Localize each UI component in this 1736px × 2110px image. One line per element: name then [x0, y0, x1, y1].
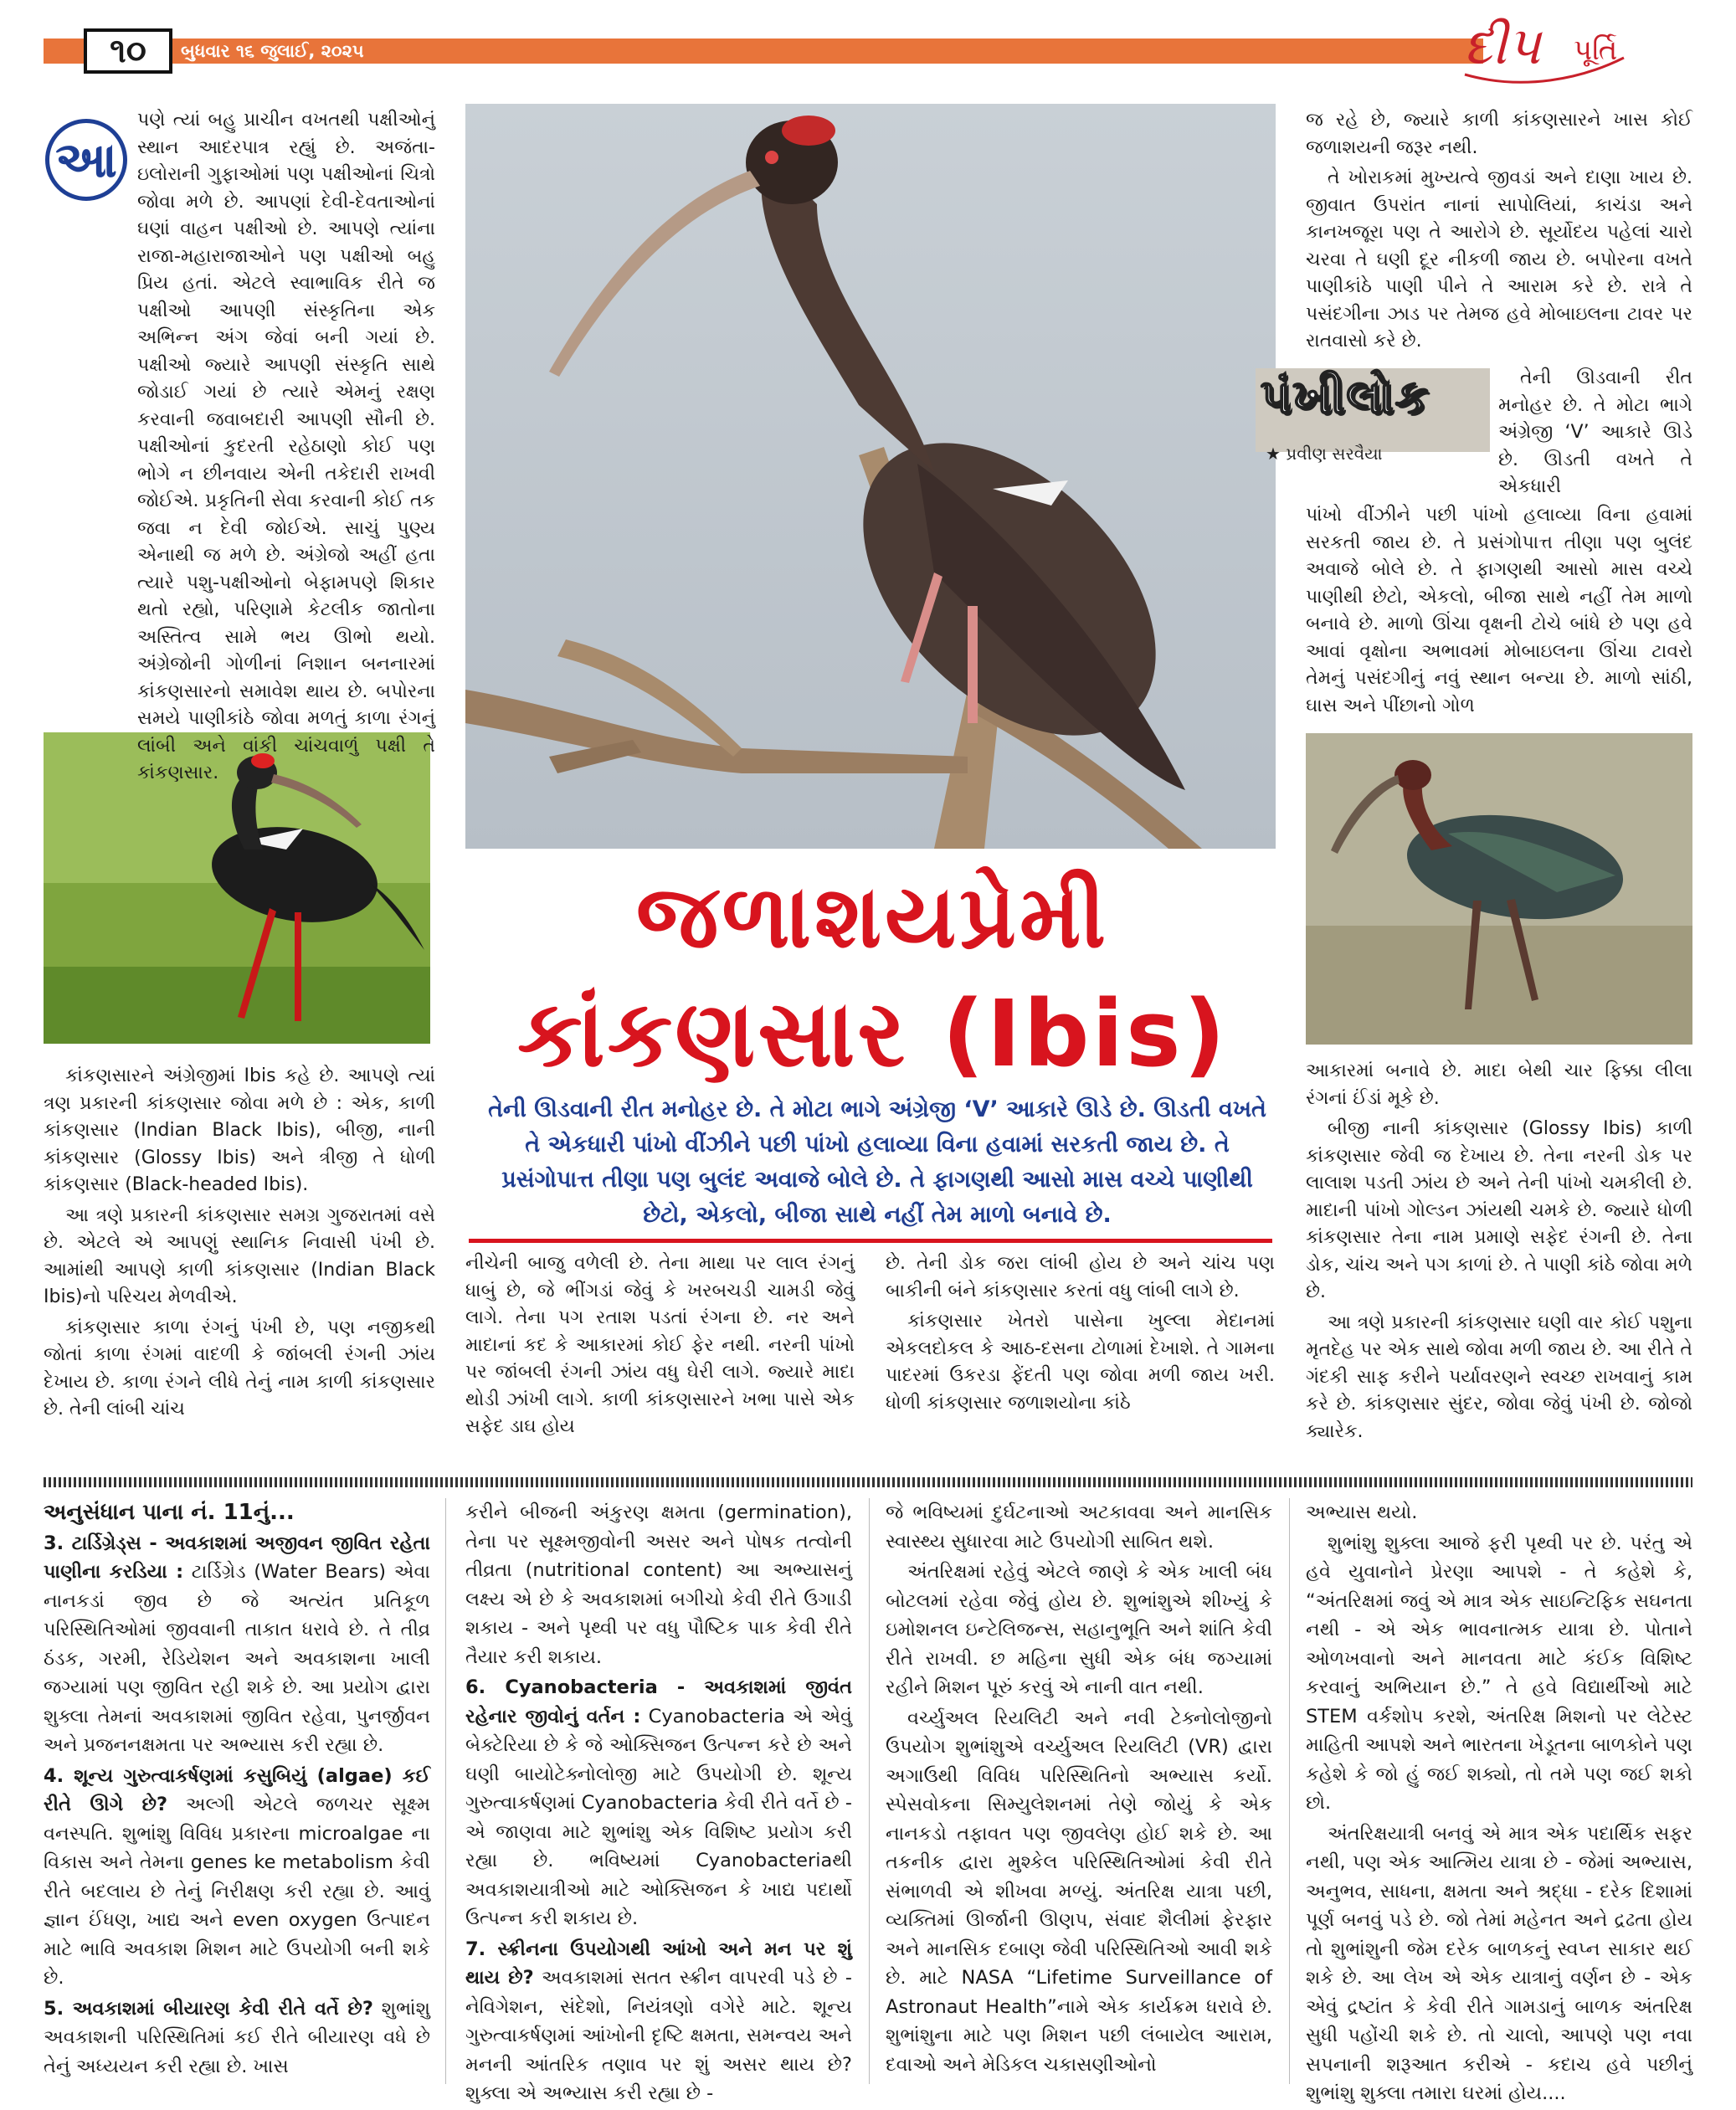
article-col1-lower — [44, 1063, 435, 1427]
article-paragraph: આ ત્રણે પ્રકારની કાંકણસાર સમગ્ર ગુજરાતમાં વસે છે. એટલે એ આપણું સ્થાનિક નિવાસી પંખી છે. આમાંથી આપણે કાળી કાંકણસાર (Indian Black Ibis)નો પરિચય મેળવીએ. — [44, 1204, 435, 1307]
article-intro-paragraph: પણે ત્યાં બહુ પ્રાચીન વખતથી પક્ષીઓનું સ્થાન આદરપાત્ર રહ્યું છે. અજંતા-ઇલોરાની ગુફાઓમાં પણ પક્ષીઓનાં ચિત્રો જોવા મળે છે. આપણાં દેવી-દેવતાઓનાં ઘણાં વાહન પક્ષીઓ છે. આપણે ત્યાંના રાજા-મહારાજાઓને પણ પક્ષીઓ બહુ પ્રિય હતાં. એટલે સ્વાભાવિક રીતે જ પક્ષીઓ આપણી સંસ્કૃતિના એક અભિન્ન અંગ જેવાં બની ગયાં છે. પક્ષીઓ જ્યારે આપણી સંસ્કૃતિ સાથે જોડાઈ ગયાં છે ત્યારે એમનું રક્ષણ કરવાની જવાબદારી આપણી સૌની છે. પક્ષીઓનાં કુદરતી રહેઠાણો કોઈ પણ ભોગે ન છીનવાય એની તકેદારી રાખવી જોઈએ. પ્રકૃતિની સેવા કરવાની કોઈ તક જવા ન દેવી જોઈએ. સાચું પુણ્ય એનાથી જ મળે છે. અંગ્રેજો અહીં હતા ત્યારે પશુ-પક્ષીઓનો બેફામપણે શિકાર થતો રહ્યો, પરિણામે કેટલીક જાતોના અસ્તિત્વ સામે ભય ઊભો થયો. અંગ્રેજોની ગોળીનાં નિશાન બનનારમાં કાંકણસારનો સમાવેશ થાય છે. બપોરના સમયે પાણીકાંઠે જોવા મળતું કાળા રંગનું લાંબી અને વાંકી ચાંચવાળું પક્ષી તે કાંકણસાર. — [137, 110, 435, 783]
article-paragraph: પાંખો વીંઝીને પછી પાંખો હલાવ્યા વિના હવામાં સરકતી જાય છે. તે પ્રસંગોપાત્ત તીણા પણ બુલંદ અવાજે બોલે છે. તે ફાગણથી આસો માસ વચ્ચે પાણીથી છેટો, એકલો, બીજા સાથે નહીં તેમ માળો બનાવે છે. માળો ઊંચા વૃક્ષની ટોચે બાંધે છે પણ હવે આવાં વૃક્ષોના અભાવમાં મોબાઇલના ઊંચા ટાવરો તેમનું પસંદગીનું નવું સ્થાન બન્યા છે. માળો સાંઠી, ઘાસ અને પીંછાનો ગોળ — [1306, 505, 1692, 716]
article-paragraph: કાંકણસાર કાળા રંગનું પંખી છે, પણ નજીકથી જોતાં કાળા રંગમાં વાદળી કે જાંબલી રંગની ઝાંય દેખાય છે. કાળા રંગને લીધે તેનું નામ કાળી કાંકણસાર છે. તેની લાંબી ચાંચ — [44, 1317, 435, 1420]
continuation-col2 — [465, 1498, 852, 2110]
drop-cap: આ — [45, 119, 127, 201]
article-col3 — [886, 1250, 1275, 1420]
page-number: ૧૦ — [84, 28, 172, 74]
subhead: 5. અવકાશમાં બીયારણ કેવી રીતે વર્તે છે? — [44, 1997, 373, 2020]
article-paragraph: નીચેની બાજુ વળેલી છે. તેના માથા પર લાલ રંગનું ધાબું છે, જે ભીંગડાં જેવું કે ખરબચડી ચામડી જેવું લાગે. તેના પગ રતાશ પડતાં રંગના છે. નર અને માદાનાં કદ કે આકારમાં કોઈ ફેર નથી. નરની પાંખો પર જાંબલી રંગની ઝાંય વધુ ઘેરી લાગે. જ્યારે માદા થોડી ઝાંખી લાગે. કાળી કાંકણસારને ખભા પાસે એક સફેદ ડાઘ હોય — [465, 1253, 855, 1437]
paragraph-text: અલ્ગી એટલે જળચર સૂક્ષ્મ વનસ્પતિ. શુભાંશુ વિવિધ પ્રકારના microalgae ના વિકાસ અને તેમના genes ke metabolism કેવી રીતે બદલાય છે તેનું નિરીક્ષણ કરી રહ્યા છે. આવું જ્ઞાન ઈંધણ, ખાદ્ય અને even oxygen ઉત્પાદન માટે ભાવિ અવકાશ મિશન માટે ઉપયોગી બની શકે છે. — [44, 1794, 430, 1989]
paragraph-text: કરીને બીજની અંકુરણ ક્ષમતા (germination), તેના પર સૂક્ષ્મજીવોની અસર અને પોષક તત્વોની તીવ્રતા (nutritional content) આ અભ્યાસનું લક્ષ્ય એ છે કે અવકાશમાં બગીચો કેવી રીતે ઉગાડી શકાય - અને પૃથ્વી પર વધુ પૌષ્ટિક પાક કેવી રીતે તૈયાર કરી શકાય. — [465, 1502, 852, 1668]
right-ibis-photo — [1306, 733, 1692, 1045]
paragraph-text: વર્ચ્યુઅલ રિયલિટી અને નવી ટેક્નોલોજીનો ઉપયોગ શુભાંશુએ વર્ચ્યુઅલ રિયલિટી (VR) દ્વારા અગાઉથી વિવિધ પરિસ્થિતિનો અભ્યાસ કર્યો. સ્પેસવોકના સિમ્યુલેશનમાં તેણે જોયું કે એક નાનકડો તફાવત પણ જીવલેણ હોઈ શકે છે. આ તકનીક દ્વારા મુશ્કેલ પરિસ્થિતિઓમાં કેવી રીતે સંભાળવી એ શીખવા મળ્યું. અંતરિક્ષ યાત્રા પછી, વ્યક્તિમાં ઊર્જાની ઊણપ, સંવાદ શૈલીમાં ફેરફાર અને માનસિક દબાણ જેવી પરિસ્થિતિઓ આવી શકે છે. માટે NASA “Lifetime Surveillance of Astronaut Health”નામે એક કાર્યક્રમ ધરાવે છે. શુભાંશુના માટે પણ મિશન પછી લંબાયેલ આરામ, દવાઓ અને મેડિકલ ચકાસણીઓનો — [886, 1707, 1272, 2076]
article-paragraph: આકારમાં બનાવે છે. માદા બેથી ચાર ફિક્કા લીલા રંગનાં ઈંડાં મૂકે છે. — [1306, 1060, 1692, 1109]
article-col4-top — [1306, 107, 1692, 359]
article-col2 — [465, 1250, 855, 1445]
article-deck: તેની ઊડવાની રીત મનોહર છે. તે મોટા ભાગે અંગ્રેજી ‘V’ આકારે ઊડે છે. ઊડતી વખતે તે એકધારી પાંખો વીંઝીને પછી પાંખો હલાવ્યા વિના હવામાં સરકતી જાય છે. તે પ્રસંગોપાત્ત તીણા પણ બુલંદ અવાજે બોલે છે. તે ફાગણથી આસો માસ વચ્ચે પાણીથી છેટો, એકલો, બીજા સાથે નહીં તેમ માળો બનાવે છે. — [488, 1096, 1266, 1228]
section-divider — [44, 1477, 1692, 1487]
article-col4-middle — [1498, 365, 1692, 505]
article-paragraph: કાંકણસારને અંગ્રેજીમાં Ibis કહે છે. આપણે ત્યાં ત્રણ પ્રકારની કાંકણસાર જોવા મળે છે : એક, કાળી કાંકણસાર (Indian Black Ibis), બીજી, નાની કાંકણસાર (Glossy Ibis) અને ત્રીજી તે ધોળી કાંકણસાર (Black-headed Ibis). — [44, 1065, 435, 1195]
paragraph-text: અંતરિક્ષમાં રહેવું એટલે જાણે કે એક ખાલી બંધ બોટલમાં રહેવા જેવું હોય છે. શુભાંશુએ શીખ્યું કે ઇમોશનલ ઇન્ટેલિજન્સ, સહાનુભૂતિ અને શાંતિ કેવી રીતે રાખવી. છ મહિના સુધી એક બંધ જગ્યામાં રહીને મિશન પૂરું કરવું એ નાની વાત નથી. — [886, 1561, 1272, 1698]
column-rule — [445, 1498, 446, 2084]
article-paragraph: તે ખોરાકમાં મુખ્યત્વે જીવડાં અને દાણા ખાય છે. જીવાત ઉપરાંત નાનાં સાપોલિયાં, કાચંડા અને કાનખજૂરા પણ તે આરોગે છે. સૂર્યોદય પહેલાં ચારો ચરવા તે ઘણી દૂર નીકળી જાય છે. બપોરના વખતે પાણીકાંઠે પાણી પીને તે આરામ કરે છે. રાત્રે તે પસંદગીના ઝાડ પર તેમજ હવે મોબાઇલના ટાવર પર રાતવાસો કરે છે. — [1306, 167, 1692, 352]
article-paragraph: આ ત્રણે પ્રકારની કાંકણસાર ઘણી વાર કોઈ પશુના મૃતદેહ પર એક સાથે જોવા મળી જાય છે. આ રીતે તે ગંદકી સાફ કરીને પર્યાવરણને સ્વચ્છ રાખવાનું કામ કરે છે. કાંકણસાર સુંદર, જોવા જેવું પંખી છે. જોજો ક્યારેક. — [1306, 1312, 1692, 1442]
continuation-heading: અનુસંધાન પાના નં. 11નું... — [44, 1500, 295, 1525]
paragraph-text: અભ્યાસ થયો. — [1306, 1502, 1418, 1523]
supplement-label: પૂર્તિ — [1574, 33, 1618, 67]
deck-rule — [469, 1239, 1272, 1243]
supplement-logo-text: દીપ — [1463, 15, 1541, 76]
article-title-line1: જળાશયપ્રેમી — [635, 865, 1109, 968]
subhead: 4. શૂન્ય ગુરુત્વાકર્ષણમાં કસુબિયું (algae) કઈ રીતે ઊગે છે? — [44, 1764, 430, 1815]
paragraph-text: ટાર્ડિગ્રેડ (Water Bears) એવા નાનકડાં જીવ છે જે અત્યંત પ્રતિકૂળ પરિસ્થિતિઓમાં જીવવાની તાકાત ધરાવે છે. તે તીવ્ર ઠંડક, ગરમી, રેડિયેશન અને અવકાશના ખાલી જગ્યામાં પણ જીવિત રહી શકે છે. આ પ્રયોગ દ્વારા શુક્લા તેમનાં અવકાશમાં જીવિત રહેવા, પુનર્જીવન અને પ્રજનનક્ષમતા પર અભ્યાસ કરી રહ્યા છે. — [44, 1561, 430, 1756]
article-col4-bottom — [1306, 1058, 1692, 1449]
continuation-col4 — [1306, 1498, 1692, 2110]
paragraph-text: અંતરિક્ષયાત્રી બનવું એ માત્ર એક પદાર્થિક સફર નથી, પણ એક આત્મિય યાત્રા છે - જેમાં અભ્યાસ, અનુભવ, સાધના, ક્ષમતા અને શ્રદ્ધા - દરેક દિશામાં પૂર્ણ બનવું પડે છે. જો તેમાં મહેનત અને દ્રઢતા હોય તો શુભાંશુની જેમ દરેક બાળકનું સ્વપ્ન સાકાર થઈ શકે છે. આ લેખ એ એક યાત્રાનું વર્ણન છે - એક એવું દ્રષ્ટાંત કે કેવી રીતે ગામડાનું બાળક અંતરિક્ષ સુધી પહોંચી શકે છે. તો ચાલો, આપણે પણ નવા સપનાની શરૂઆત કરીએ - કદાચ હવે પછીનું શુભાંશુ શુક્લા તમારા ઘરમાં હોય.... — [1306, 1822, 1692, 2104]
column-rule — [1289, 1498, 1290, 2084]
subhead: 6. Cyanobacteria - અવકાશમાં જીવંત રહેનાર જીવોનું વર્તન : — [465, 1676, 852, 1728]
paragraph-text: Cyanobacteria એ એવું બેક્ટેરિયા છે કે જે ઓક્સિજન ઉત્પન્ન કરે છે અને ઘણી બાયોટેક્નોલોજી માટે ઉપયોગી છે. શૂન્ય ગુરુત્વાકર્ષણમાં Cyanobacteria કેવી રીતે વર્તે છે - એ જાણવા માટે શુભાંશુ એક વિશિષ્ટ પ્રયોગ કરી રહ્યા છે. ભવિષ્યમાં Cyanobacteriaથી અવકાશયાત્રીઓ માટે ઓક્સિજન કે ખાદ્ય પદાર્થો ઉત્પન્ન કરી શકાય છે. — [465, 1705, 853, 1929]
article-paragraph: બીજી નાની કાંકણસાર (Glossy Ibis) કાળી કાંકણસાર જેવી જ દેખાય છે. તેના નરની ડોક પર લાલાશ પડતી ઝાંય છે અને તેની પાંખો ચમકીલી છે. માદાની પાંખો ગોલ્ડન ઝાંયથી ચમકે છે. જ્યારે ધોળી કાંકણસાર તેના નામ પ્રમાણે સફેદ રંગની છે. તેના ડોક, ચાંચ અને પગ કાળાં છે. તે પાણી કાંઠે જોવા મળે છે. — [1306, 1118, 1692, 1302]
issue-date: બુધવાર ૧૬ જુલાઈ, ૨૦૨૫ — [181, 41, 364, 61]
paragraph-text: શુભાંશુ અવકાશની પરિસ્થિતિમાં કઈ રીતે બીયારણ વધે છે તેનું અધ્યયન કરી રહ્યા છે. ખાસ — [44, 1997, 430, 2077]
column-rule — [869, 1498, 870, 2084]
article-col1-intro — [44, 107, 435, 791]
author-byline: ★ પ્રવીણ સરવૈયા — [1266, 444, 1383, 464]
paragraph-text: શુભાંશુ શુક્લા આજે ફરી પૃથ્વી પર છે. પરંતુ એ હવે યુવાનોને પ્રેરણા આપશે - તે કહેશે કે, “અંતરિક્ષમાં જવું એ માત્ર એક સાઇન્ટિફિક સઘનતા નથી - એ એક ભાવનાત્મક યાત્રા છે. પોતાને ઓળખવાનો અને માનવતા માટે કંઈક વિશિષ્ટ કરવાનું અભિયાન છે.” તે હવે વિદ્યાર્થીઓ માટે STEM વર્કશોપ કરશે, અંતરિક્ષ મિશનો પર લેટેસ્ટ માહિતી આપશે અને ભારતના ખેડૂતના બાળકોને પણ કહેશે કે જો હું જઈ શક્યો, તો તમે પણ જઈ શકો છો. — [1306, 1532, 1692, 1814]
article-paragraph: છે. તેની ડોક જરા લાંબી હોય છે અને ચાંચ પણ બાકીની બંને કાંકણસાર કરતાં વધુ લાંબી લાગે છે. — [886, 1253, 1275, 1301]
subhead: 7. સ્ક્રીનના ઉપયોગથી આંખો અને મન પર શું થાય છે? — [465, 1938, 852, 1989]
continuation-col1 — [44, 1498, 430, 2082]
paragraph-text: જે ભવિષ્યમાં દુર્ઘટનાઓ અટકાવવા અને માનસિક સ્વાસ્થ્ય સુધારવા માટે ઉપયોગી સાબિત થશે. — [886, 1502, 1272, 1553]
main-ibis-photo — [465, 104, 1276, 849]
article-paragraph: કાંકણસાર ખેતરો પાસેના ખુલ્લા મેદાનમાં એકલદોકલ કે આઠ-દસના ટોળામાં દેખાશે. તે ગામના પાદરમાં ઉકરડા ફેંદતી પણ જોવા મળી જાય ખરી. ધોળી કાંકણસાર જળાશયોના કાંઠે — [886, 1311, 1275, 1414]
section-title: પંખીલોક — [1261, 370, 1430, 424]
article-paragraph: તેની ઊડવાની રીત મનોહર છે. તે મોટા ભાગે અંગ્રેજી ‘V’ આકારે ઊડે છે. ઊડતી વખતે તે એકધારી — [1498, 367, 1692, 497]
continuation-col3 — [886, 1498, 1272, 2081]
article-paragraph: જ રહે છે, જ્યારે કાળી કાંકણસારને ખાસ કોઈ જળાશયની જરૂર નથી. — [1306, 110, 1692, 158]
paragraph-text: અવકાશમાં સતત સ્ક્રીન વાપરવી પડે છે - નેવિગેશન, સંદેશો, નિયંત્રણો વગેરે માટે. શૂન્ય ગુરુત્વાકર્ષણમાં આંખોની દૃષ્ટિ ક્ષમતા, સમન્વય અને મનની આંતરિક તણાવ પર શું અસર થાય છે? શુક્લા એ અભ્યાસ કરી રહ્યા છે - — [465, 1967, 852, 2104]
subhead: 3. ટાર્ડિગ્રેડ્સ - અવકાશમાં અજીવન જીવિત રહેતા પાણીના કરડિયા : — [44, 1532, 430, 1583]
article-title-line2: કાંકણસાર (Ibis) — [517, 980, 1228, 1087]
article-col4-lower — [1306, 502, 1692, 723]
